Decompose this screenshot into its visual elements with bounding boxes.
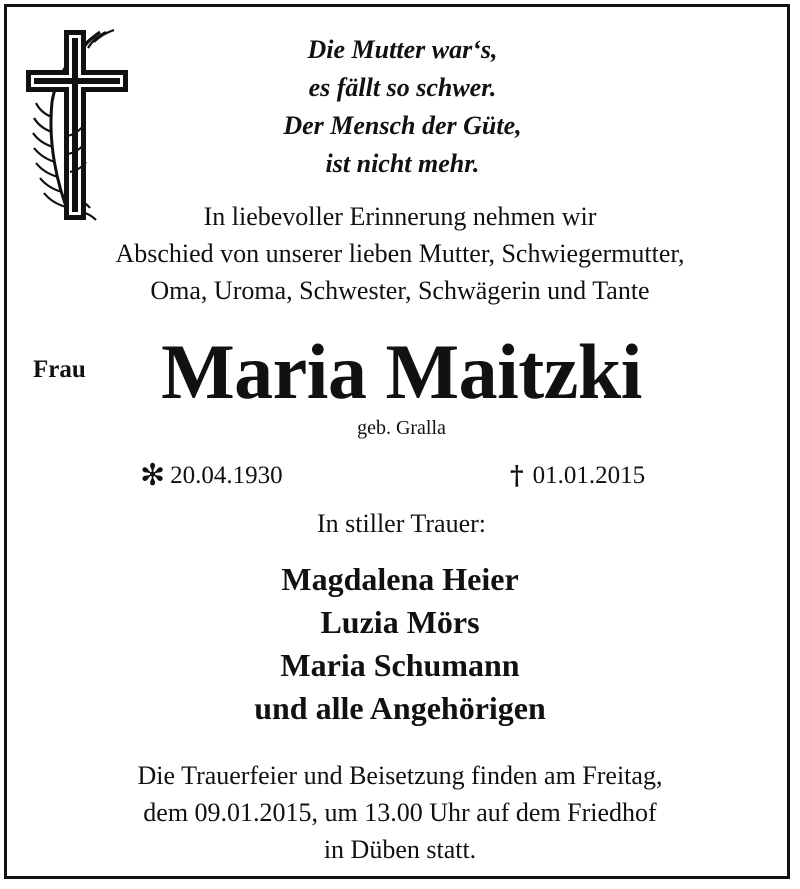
mourner-name: Magdalena Heier bbox=[281, 561, 519, 597]
cross-with-palm-branch-icon bbox=[22, 22, 132, 227]
mourning-label: In stiller Trauer: bbox=[317, 509, 486, 538]
mourner-name: Luzia Mörs bbox=[320, 604, 480, 640]
poem-line: es fällt so schwer. bbox=[308, 73, 497, 102]
farewell-intro bbox=[0, 198, 800, 309]
mourners-list bbox=[0, 558, 800, 730]
poem-line: Die Mutter war‘s, bbox=[307, 35, 498, 64]
funeral-service-info bbox=[0, 757, 800, 868]
intro-line: Abschied von unserer lieben Mutter, Schwiegermutter, bbox=[115, 239, 685, 268]
dagger-cross-icon: † bbox=[510, 461, 524, 491]
service-line: dem 09.01.2015, um 13.00 Uhr auf dem Friedhof bbox=[143, 798, 657, 827]
service-line: Die Trauerfeier und Beisetzung finden am Freitag, bbox=[137, 761, 663, 790]
mourner-name: und alle Angehörigen bbox=[254, 690, 546, 726]
intro-line: Oma, Uroma, Schwester, Schwägerin und Tante bbox=[150, 276, 650, 305]
service-line: in Düben statt. bbox=[323, 835, 477, 864]
birth-date-line bbox=[140, 458, 283, 494]
maiden-name: geb. Gralla bbox=[357, 417, 446, 439]
asterisk-icon: ✻ bbox=[140, 458, 166, 493]
intro-line: In liebevoller Erinnerung nehmen wir bbox=[203, 202, 597, 231]
death-date-line bbox=[510, 458, 645, 494]
memorial-poem bbox=[200, 31, 605, 183]
death-date: 01.01.2015 bbox=[532, 462, 646, 489]
deceased-name: Maria Maitzki bbox=[161, 328, 642, 415]
birth-date: 20.04.1930 bbox=[170, 462, 283, 489]
poem-line: Der Mensch der Güte, bbox=[283, 111, 522, 140]
mourner-name: Maria Schumann bbox=[280, 647, 520, 683]
honorific-title: Frau bbox=[33, 356, 86, 383]
poem-line: ist nicht mehr. bbox=[325, 149, 480, 178]
